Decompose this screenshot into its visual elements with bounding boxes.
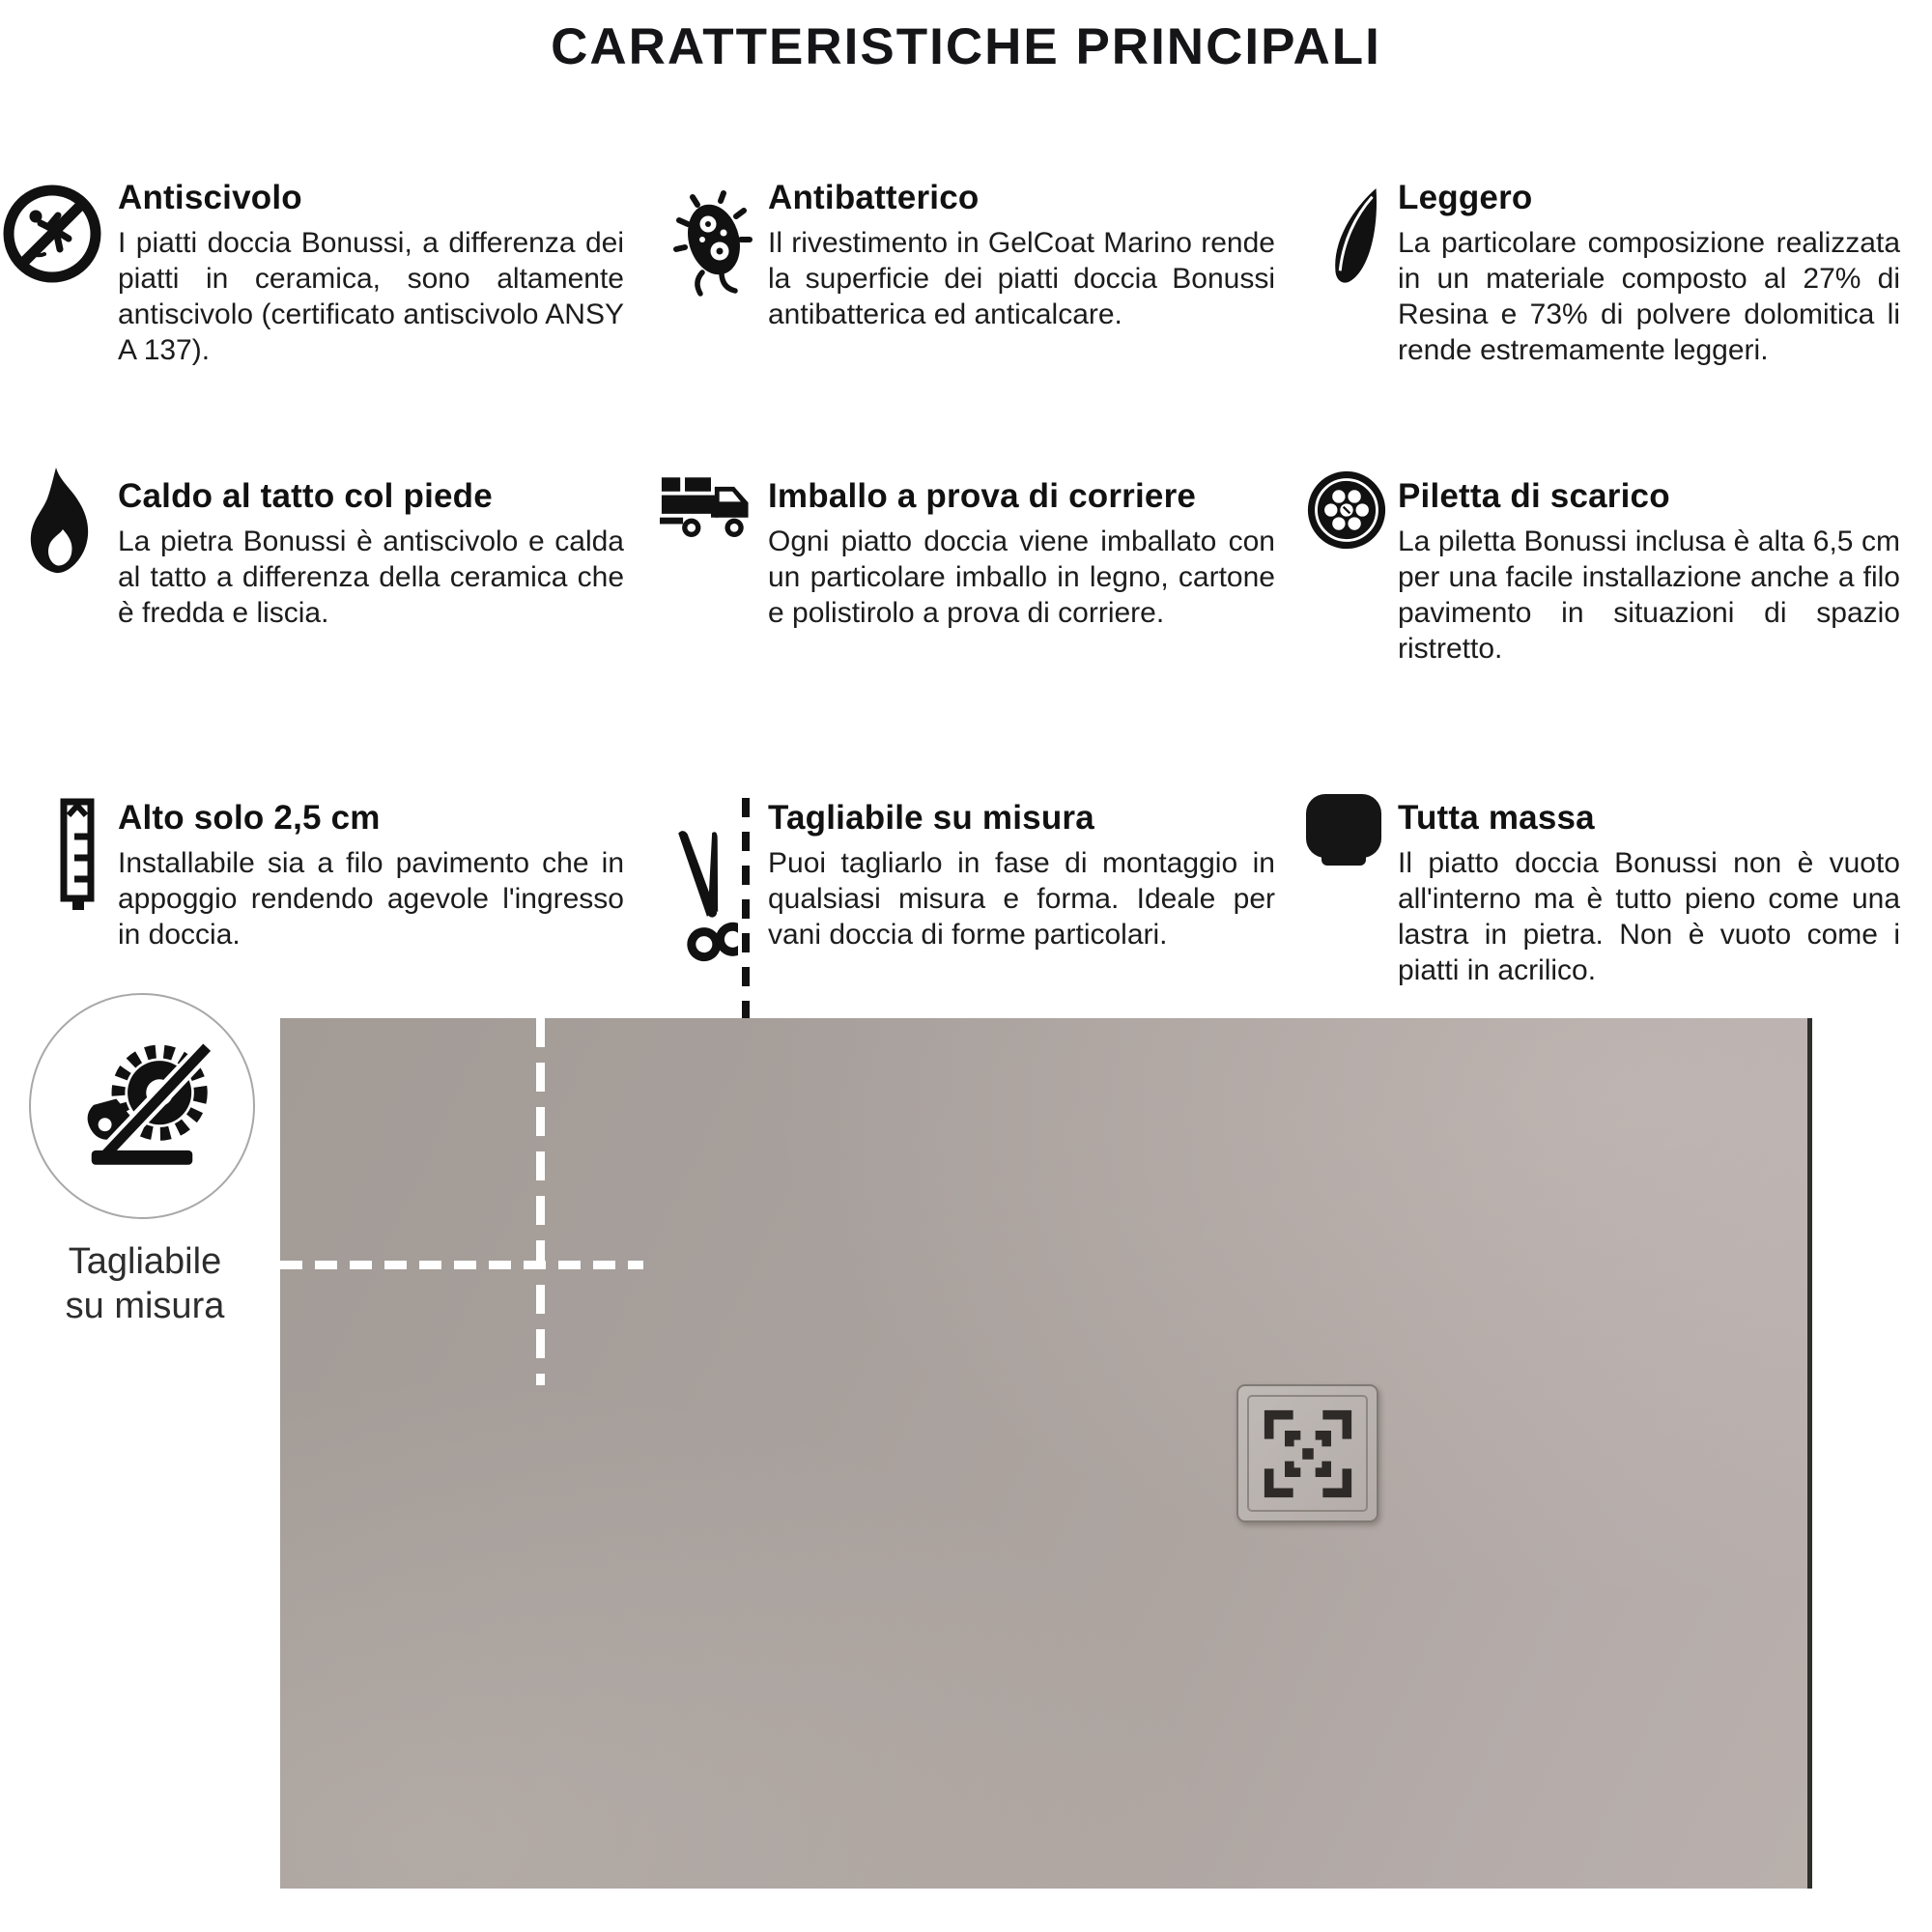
feature-piletta (1398, 477, 1900, 667)
feature-title: Caldo al tatto col piede (118, 477, 493, 515)
feature-tagliabile (768, 799, 1275, 952)
no-slip-icon (2, 184, 102, 284)
feature-body: La particolare composizione realizzata in un materiale composto al 27% di Resina e 73% di polvere dolomitica li rende estremamente leggeri. (1398, 227, 1900, 366)
delivery-truck-icon (660, 473, 762, 547)
bacteria-icon (670, 189, 759, 298)
page-title: CARATTERISTICHE PRINCIPALI (551, 18, 1381, 75)
cut-line-vertical (536, 1018, 545, 1385)
feature-leggero (1398, 179, 1900, 368)
feature-body: La pietra Bonussi è antiscivolo e calda al tatto a differenza della ceramica che è fredda e liscia. (118, 526, 624, 629)
feature-title: Antiscivolo (118, 179, 302, 216)
feature-body: Puoi tagliarlo in fase di montaggio in qualsiasi misura e forma. Ideale per vani doccia di forme particolari. (768, 847, 1275, 951)
flame-icon (23, 466, 100, 583)
drain-grate (1236, 1384, 1378, 1522)
feature-title: Tutta massa (1398, 799, 1595, 837)
solid-slab-icon (1306, 792, 1381, 873)
shower-tray-photo (280, 1018, 1812, 1889)
cut-line-horizontal (280, 1261, 643, 1269)
feature-body: Il piatto doccia Bonussi non è vuoto all'interno ma è tutto pieno come una lastra in pietra. Non è vuoto come i piatti in acrilico. (1398, 847, 1900, 986)
feature-body: Ogni piatto doccia viene imballato con un particolare imballo in legno, cartone e polistirolo a prova di corriere. (768, 526, 1275, 629)
cuttable-badge (29, 993, 255, 1219)
feature-tutta-massa (1398, 799, 1900, 988)
scissors-icon (670, 798, 750, 1039)
feature-title: Alto solo 2,5 cm (118, 799, 381, 837)
feature-title: Piletta di scarico (1398, 477, 1670, 515)
drain-grate-pattern (1262, 1407, 1354, 1500)
feature-antiscivolo (118, 179, 624, 368)
feature-body: La piletta Bonussi inclusa è alta 6,5 cm per una facile installazione anche a filo pavimento in situazioni di spazio ristretto. (1398, 526, 1900, 665)
feature-caldo-al-tatto (118, 477, 624, 631)
badge-label-line2: su misura (65, 1286, 225, 1326)
feather-icon (1325, 185, 1379, 288)
ruler-icon (60, 796, 95, 912)
badge-label (10, 1239, 280, 1328)
feature-alto-2-5-cm (118, 799, 624, 952)
circular-saw-icon (65, 1029, 219, 1183)
feature-body: I piatti doccia Bonussi, a differenza dei piatti in ceramica, sono altamente antiscivolo (certificato antiscivolo ANSY A 137). (118, 227, 624, 366)
feature-body: Installabile sia a filo pavimento che in appoggio rendendo agevole l'ingresso in doccia. (118, 847, 624, 951)
feature-imballo (768, 477, 1275, 631)
feature-title: Antibatterico (768, 179, 980, 216)
feature-title: Imballo a prova di corriere (768, 477, 1197, 515)
feature-antibatterico (768, 179, 1275, 332)
feature-body: Il rivestimento in GelCoat Marino rende la superficie dei piatti doccia Bonussi antibatterica ed anticalcare. (768, 227, 1275, 330)
feature-title: Leggero (1398, 179, 1533, 216)
drain-icon (1306, 469, 1387, 551)
badge-label-line1: Tagliabile (68, 1241, 222, 1282)
cut-dash-line (742, 798, 750, 1037)
feature-title: Tagliabile su misura (768, 799, 1094, 837)
